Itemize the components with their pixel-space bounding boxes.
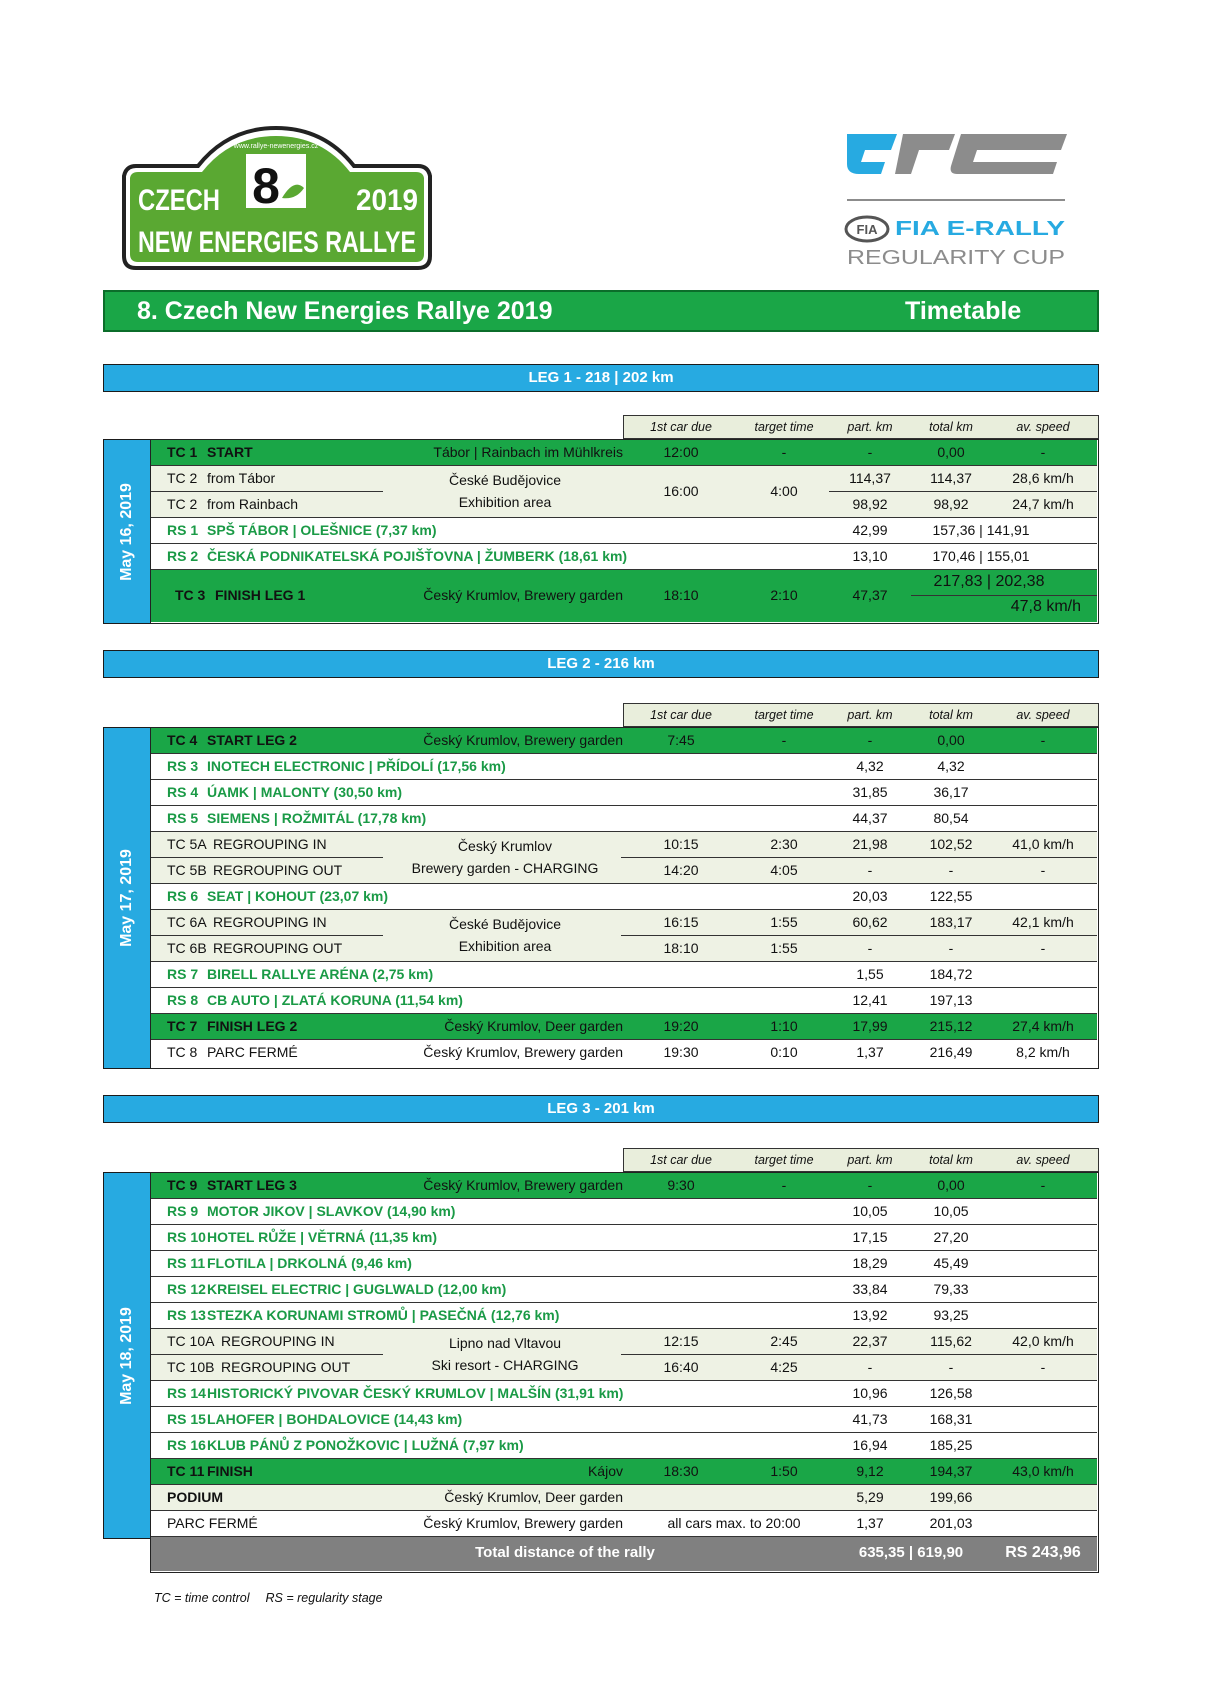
table-row: RS 7 BIRELL RALLYE ARÉNA (2,75 km) 1,55 184,72 [151,962,1097,988]
fia-e-rally: FIA E-RALLY [895,218,1066,240]
table-row: TC 8 PARC FERMÉ Český Krumlov, Brewery garden 19:30 0:10 1,37 216,49 8,2 km/h [151,1040,1097,1066]
erc-wordmark [847,134,1067,174]
table-row: RS 1 SPŠ TÁBOR | OLEŠNICE (7,37 km) 42,99 157,36 | 141,91 [151,518,1097,544]
leg2-bar: LEG 2 - 216 km [103,650,1099,678]
leg2-table: TC 4 START LEG 2 Český Krumlov, Brewery garden 7:45 - - 0,00 - RS 3 INOTECH ELECTRONIC | PŘÍDOLÍ (17,56 km) 4,32 4,32 RS 4 ÚAMK | MALONTY (30,50 km) 31,85 36,17 RS 5 SIEMENS | ROŽMITÁL (17,78 km) 44,37 80,54 TC 5A REGROUPING IN 10:15 2:30 21,98 102,52 41,0 km/h TC 5B REGROUPING OUT 14:20 4:05 - - - Český Krumlov Brewery garden - CHARGING RS 6 SEAT | KOHOUT (23,07 km) 20,03 122,55 TC 6A REGROUPING IN 16:15 1:55 60,62 183,17 42,1 km/h TC 6B REGROUPING OUT 18:10 1:55 - - - České Budějovice Exhibition area RS 7 BIRELL RALLYE ARÉNA (2,75 km) 1,55 184,72 RS 8 CB AUTO | ZLATÁ KORUNA (11,54 km) 12,41 197,13 TC 7 FINISH LEG 2 Český Krumlov, Deer garden 19:20 1:10 17,99 215,12 27,4 km/h TC 8 PARC FERMÉ Český Krumlov, Brewery garden 19:30 0:10 1,37 216,49 8,2 km/h [150,727,1099,1069]
table-row: RS 14 HISTORICKÝ PIVOVAR ČESKÝ KRUMLOV | MALŠÍN (31,91 km) 10,96 126,58 [151,1381,1097,1407]
leg2-column-headers: 1st car due target time part. km total km av. speed [623,703,1099,727]
leg3-column-headers: 1st car due target time part. km total km av. speed [623,1148,1099,1172]
legend: TC = time control RS = regularity stage [154,1591,383,1605]
table-row: PARC FERMÉ Český Krumlov, Brewery garden all cars max. to 20:00 1,37 201,03 [151,1511,1097,1537]
table-row: TC 4 START LEG 2 Český Krumlov, Brewery garden 7:45 - - 0,00 - [151,728,1097,754]
table-row: RS 9 MOTOR JIKOV | SLAVKOV (14,90 km) 10,05 10,05 [151,1199,1097,1225]
table-row: RS 13 STEZKA KORUNAMI STROMŮ | PASEČNÁ (12,76 km) 13,92 93,25 [151,1303,1097,1329]
table-row: RS 5 SIEMENS | ROŽMITÁL (17,78 km) 44,37 80,54 [151,806,1097,832]
erc-logo [845,128,1067,274]
leg1-bar: LEG 1 - 218 | 202 km [103,364,1099,392]
logo-word-czech: CZECH [138,184,220,217]
fia-badge: FIA [856,222,878,237]
leg3-table: TC 9 START LEG 3 Český Krumlov, Brewery garden 9:30 - - 0,00 - RS 9 MOTOR JIKOV | SLAVKOV (14,90 km) 10,05 10,05 RS 10 HOTEL RŮŽE | VĚTRNÁ (11,35 km) 17,15 27,20 RS 11 FLOTILA | DRKOLNÁ (9,46 km) 18,29 45,49 RS 12 KREISEL ELECTRIC | GUGLWALD (12,00 km) 33,84 79,33 RS 13 STEZKA KORUNAMI STROMŮ | PASEČNÁ (12,76 km) 13,92 93,25 TC 10A REGROUPING IN 12:15 2:45 22,37 115,62 42,0 km/h TC 10B REGROUPING OUT 16:40 4:25 - - - Lipno nad Vltavou Ski resort - CHARGING RS 14 HISTORICKÝ PIVOVAR ČESKÝ KRUMLOV | MALŠÍN (31,91 km) 10,96 126,58 RS 15 LAHOFER | BOHDALOVICE (14,43 km) 41,73 168,31 RS 16 KLUB PÁNŮ Z PONOŽKOVIC | LUŽNÁ (7,97 km) 16,94 185,25 TC 11 FINISH Kájov 18:30 1:50 9,12 194,37 43,0 km/h PODIUM Český Krumlov, Deer garden 5,29 199,66 PARC FERMÉ Český Krumlov, Brewery garden all cars max. to 20:00 1,37 201,03 Total distance of the rally 635,35 | 619,90 RS 243,96 [150,1172,1099,1573]
page-title: 8. Czech New Energies Rallye 2019 [137,297,553,325]
table-row: TC 11 FINISH Kájov 18:30 1:50 9,12 194,37 43,0 km/h [151,1459,1097,1485]
header-band [103,290,1099,332]
timetable-label: Timetable [905,297,1022,325]
table-row: RS 6 SEAT | KOHOUT (23,07 km) 20,03 122,55 [151,884,1097,910]
table-row: TC 6B REGROUPING OUT 18:10 1:55 - - - [151,936,1097,962]
table-row: RS 16 KLUB PÁNŮ Z PONOŽKOVIC | LUŽNÁ (7,97 km) 16,94 185,25 [151,1433,1097,1459]
logo-line2: NEW ENERGIES RALLYE [138,226,416,259]
table-row: TC 10A REGROUPING IN 12:15 2:45 22,37 115,62 42,0 km/h [151,1329,1097,1355]
table-row: TC 2 from Rainbach 98,92 98,92 24,7 km/h [151,492,1097,518]
table-row: TC 5A REGROUPING IN 10:15 2:30 21,98 102,52 41,0 km/h [151,832,1097,858]
leg3-bar: LEG 3 - 201 km [103,1095,1099,1123]
leg1-column-headers: 1st car due target time part. km total km av. speed [623,415,1099,439]
leg1-date: May 16, 2019 [103,439,151,624]
table-row: TC 2 from Tábor 114,37 114,37 28,6 km/h [151,466,1097,492]
table-row: TC 6A REGROUPING IN 16:15 1:55 60,62 183,17 42,1 km/h [151,910,1097,936]
table-row: TC 9 START LEG 3 Český Krumlov, Brewery garden 9:30 - - 0,00 - [151,1173,1097,1199]
table-row: RS 8 CB AUTO | ZLATÁ KORUNA (11,54 km) 12,41 197,13 [151,988,1097,1014]
leg2-date: May 17, 2019 [103,727,151,1069]
leg1-table: TC 1 START Tábor | Rainbach im Mühlkreis 12:00 - - 0,00 - TC 2 from Tábor 114,37 114,37 28,6 km/h TC 2 from Rainbach 98,92 98,92 24,7 km/h České Budějovice Exhibition area 16:00 4:00 RS 1 SPŠ TÁBOR | OLEŠNICE (7,37 km) 42,99 157,36 | 141,91 RS 2 ČESKÁ PODNIKATELSKÁ POJIŠŤOVNA | ŽUMBERK (18,61 km) 13,10 170,46 | 155,01 TC 3 FINISH LEG 1 Český Krumlov, Brewery garden 18:10 2:10 47,37 217,83 | 202,38 47,8 km/h [150,439,1099,624]
svg-text:erc: erc [845,128,847,129]
table-row: RS 3 INOTECH ELECTRONIC | PŘÍDOLÍ (17,56 km) 4,32 4,32 [151,754,1097,780]
table-row: TC 3 FINISH LEG 1 Český Krumlov, Brewery garden 18:10 2:10 47,37 217,83 | 202,38 47,8 km/h [151,570,1097,622]
table-row: TC 10B REGROUPING OUT 16:40 4:25 - - - [151,1355,1097,1381]
table-row: RS 15 LAHOFER | BOHDALOVICE (14,43 km) 41,73 168,31 [151,1407,1097,1433]
table-row: TC 1 START Tábor | Rainbach im Mühlkreis 12:00 - - 0,00 - [151,440,1097,466]
table-row: RS 2 ČESKÁ PODNIKATELSKÁ POJIŠŤOVNA | ŽUMBERK (18,61 km) 13,10 170,46 | 155,01 [151,544,1097,570]
regularity-cup: REGULARITY CUP [847,247,1065,269]
logo-url: www.rallye-newenergies.cz [233,143,319,150]
table-row: RS 10 HOTEL RŮŽE | VĚTRNÁ (11,35 km) 17,15 27,20 [151,1225,1097,1251]
table-row: RS 12 KREISEL ELECTRIC | GUGLWALD (12,00 km) 33,84 79,33 [151,1277,1097,1303]
table-row: RS 11 FLOTILA | DRKOLNÁ (9,46 km) 18,29 45,49 [151,1251,1097,1277]
table-row: RS 4 ÚAMK | MALONTY (30,50 km) 31,85 36,17 [151,780,1097,806]
rally-logo [116,126,438,272]
table-row: TC 7 FINISH LEG 2 Český Krumlov, Deer garden 19:20 1:10 17,99 215,12 27,4 km/h [151,1014,1097,1040]
table-row: TC 5B REGROUPING OUT 14:20 4:05 - - - [151,858,1097,884]
leg3-date: May 18, 2019 [103,1172,151,1539]
logo-year: 2019 [356,184,418,217]
logo-number: 8 [252,158,280,214]
table-row: PODIUM Český Krumlov, Deer garden 5,29 199,66 [151,1485,1097,1511]
total-row: Total distance of the rally 635,35 | 619,90 RS 243,96 [151,1537,1097,1571]
